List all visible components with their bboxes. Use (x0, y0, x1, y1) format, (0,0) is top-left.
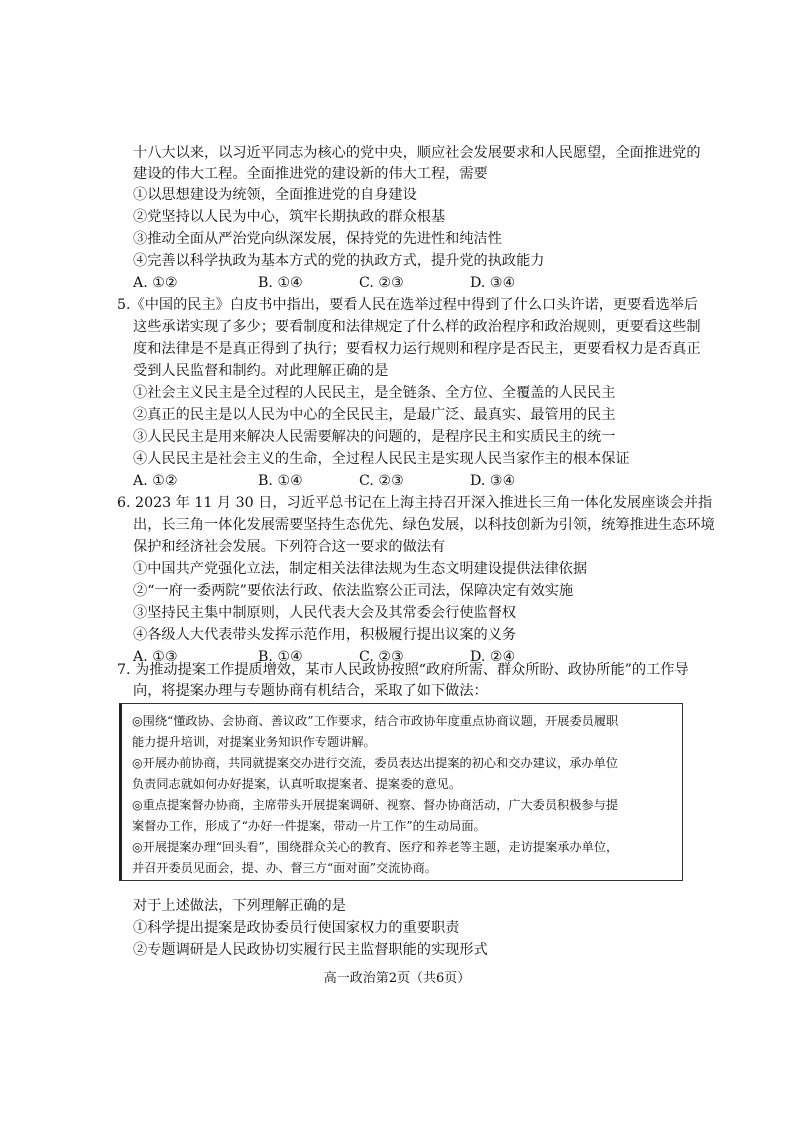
q4-stem-line: 十八大以来，以习近平同志为核心的党中央，顺应社会发展要求和人民愿望，全面推进党的 (133, 145, 701, 161)
q5-stem-line: 受到人民监督和制约。对此理解正确的是 (133, 363, 389, 379)
q7-statement: ①科学提出提案是政协委员行使国家权力的重要职责 (133, 920, 460, 936)
q5-statement: ④人民民主是社会主义的生命，全过程人民民主是实现人民当家作主的根本保证 (133, 451, 630, 467)
option-a: A. ①② (133, 275, 178, 291)
material-line: 能力提升培训，对提案业务知识作专题讲解。 (132, 735, 376, 749)
option-a: A. ①③ (133, 649, 178, 665)
q5-options (133, 471, 693, 491)
q7-statement: ②专题调研是人民政协切实履行民主监督职能的实现形式 (133, 942, 488, 958)
q4-stem-line: 建设的伟大工程。全面推进党的建设新的伟大工程，需要 (133, 166, 488, 182)
q4-options (133, 273, 693, 293)
q4-statement: ③推动全面从严治党向纵深发展，保持党的先进性和纯洁性 (133, 231, 502, 247)
option-b: B. ①④ (258, 275, 303, 291)
option-d: D. ③④ (470, 275, 516, 291)
q6-statement: ③坚持民主集中制原则，人民代表大会及其常委会行使监督权 (133, 605, 517, 621)
q7-stem-line: 7. 为推动提案工作提质增效，某市人民政协按照“政府所需、群众所盼、政协所能”的工作导 (117, 662, 689, 678)
material-line: ◎围绕“懂政协、会协商、善议政”工作要求，结合市政协年度重点协商议题，开展委员履职 (132, 714, 619, 728)
option-b: B. ①④ (258, 473, 303, 489)
option-a: A. ①② (133, 473, 178, 489)
option-b: B. ①④ (258, 649, 303, 665)
q6-statement: ④各级人大代表带头发挥示范作用，积极履行提出议案的义务 (133, 627, 517, 643)
q5-stem-line: 这些承诺实现了多少；要看制度和法律规定了什么样的政治程序和政治规则，更要看这些制 (133, 319, 701, 335)
material-line: 案督办工作，形成了“办好一件提案，带动一片工作”的生动局面。 (132, 819, 486, 833)
option-c: C. ②③ (359, 473, 404, 489)
material-line: ◎开展办前协商，共同就提案交办进行交流，委员表达出提案的初心和交办建议，承办单位 (132, 756, 618, 770)
material-line: ◎开展提案办理“回头看”，围绕群众关心的教育、医疗和养老等主题，走访提案承办单位， (132, 840, 619, 854)
q4-statement: ②党坚持以人民为中心，筑牢长期执政的群众根基 (133, 209, 446, 225)
option-d: D. ③④ (470, 473, 516, 489)
page-footer: 高一政治第2页（共6页） (323, 971, 471, 986)
q6-statement: ①中国共产党强化立法，制定相关法律法规为生态文明建设提供法律依据 (133, 561, 588, 577)
material-line: 负责同志就如何办好提案，认真听取提案者、提案委的意见。 (132, 777, 462, 791)
q5-statement: ①社会主义民主是全过程的人民民主，是全链条、全方位、全覆盖的人民民主 (133, 385, 616, 401)
q7-question: 对于上述做法，下列理解正确的是 (133, 898, 346, 914)
material-line: 并召开委员见面会，提、办、督三方“面对面”交流协商。 (132, 861, 437, 875)
q5-stem-line: 度和法律是不是真正得到了执行；要看权力运行规则和程序是否民主，更要看权力是否真正 (133, 341, 701, 357)
option-c: C. ②③ (359, 275, 404, 291)
q6-stem-line: 出，长三角一体化发展需要坚持生态优先、绿色发展，以科技创新为引领，统筹推进生态环境 (133, 517, 715, 533)
q5-statement: ③人民民主是用来解决人民需要解决的问题的，是程序民主和实质民主的统一 (133, 429, 616, 445)
q5-stem-line: 5.《中国的民主》白皮书中指出，要看人民在选举过程中得到了什么口头许诺，更要看选举后 (117, 297, 699, 313)
q6-statement: ②“一府一委两院”要依法行政、依法监察公正司法，保障决定有效实施 (133, 583, 574, 599)
q4-statement: ④完善以科学执政为基本方式的党的执政方式，提升党的执政能力 (133, 253, 545, 269)
q6-stem-line: 保护和经济社会发展。下列符合这一要求的做法有 (133, 539, 446, 555)
option-c: C. ②③ (359, 649, 404, 665)
material-line: ◎重点提案督办协商，主席带头开展提案调研、视察、督办协商活动，广大委员积极参与提 (132, 798, 618, 812)
option-d: D. ②④ (470, 649, 516, 665)
q4-statement: ①以思想建设为统领，全面推进党的自身建设 (133, 187, 417, 203)
q7-stem-line: 向，将提案办理与专题协商有机结合，采取了如下做法： (133, 683, 488, 699)
q6-stem-line: 6. 2023 年 11 月 30 日，习近平总书记在上海主持召开深入推进长三角一体化发展座谈会并指 (117, 495, 713, 511)
q5-statement: ②真正的民主是以人民为中心的全民民主，是最广泛、最真实、最管用的民主 (133, 407, 616, 423)
